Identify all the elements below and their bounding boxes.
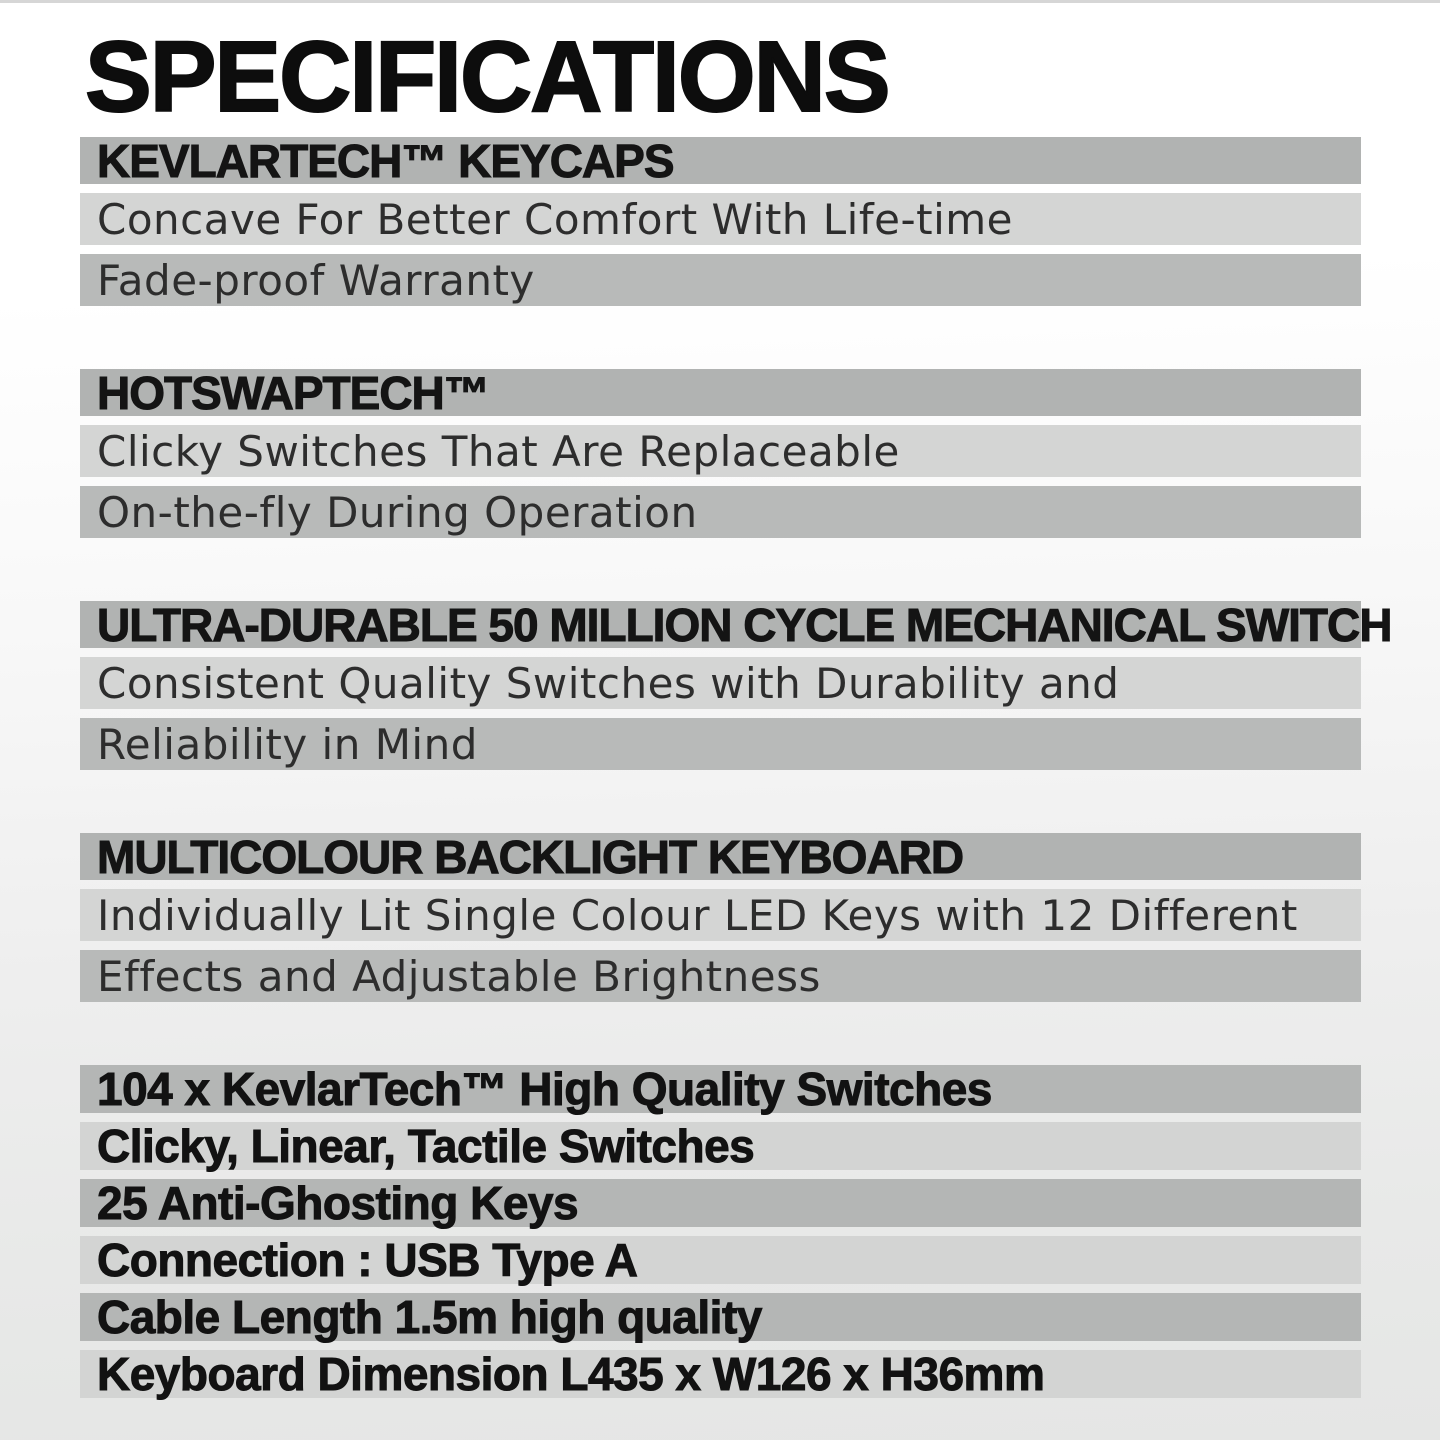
section-line-bar: [80, 718, 1361, 770]
spec-list: [0, 1065, 1440, 1398]
section-line: On-the-fly During Operation: [97, 487, 698, 537]
section-kevlartech-keycaps: [0, 134, 1440, 306]
section-line: Effects and Adjustable Brightness: [97, 951, 821, 1001]
section-line-bar: [80, 889, 1361, 941]
spec-text: 104 x KevlarTech™ High Quality Switches: [97, 1063, 992, 1115]
spec-row: [80, 1236, 1361, 1284]
section-line-bar: [80, 486, 1361, 538]
section-heading-bar: [80, 830, 1361, 883]
section-heading: HOTSWAPTECH™: [97, 366, 489, 419]
section-line: Consistent Quality Switches with Durability and: [97, 658, 1120, 708]
spec-text: Clicky, Linear, Tactile Switches: [97, 1120, 755, 1172]
spec-text: Cable Length 1.5m high quality: [97, 1291, 762, 1343]
section-heading-bar: [80, 598, 1392, 651]
spec-row: [80, 1350, 1361, 1398]
section-line: Reliability in Mind: [97, 719, 478, 769]
spec-row: [80, 1065, 1361, 1113]
section-line: Individually Lit Single Colour LED Keys with 12 Different: [97, 890, 1298, 940]
section-line-bar: [80, 254, 1361, 306]
section-hotswaptech: [0, 366, 1440, 538]
section-line-bar: [80, 425, 1361, 477]
spec-text: Keyboard Dimension L435 x W126 x H36mm: [97, 1348, 1045, 1400]
section-line-bar: [80, 950, 1361, 1002]
section-heading: KEVLARTECH™ KEYCAPS: [97, 134, 674, 187]
spec-row: [80, 1179, 1361, 1227]
section-line-bar: [80, 657, 1361, 709]
spec-text: Connection : USB Type A: [97, 1234, 638, 1286]
section-line: Concave For Better Comfort With Life-time: [97, 194, 1013, 244]
spec-row: [80, 1293, 1361, 1341]
page-title: SPECIFICATIONS: [85, 21, 889, 133]
section-line-bar: [80, 193, 1361, 245]
spec-text: 25 Anti-Ghosting Keys: [97, 1177, 579, 1229]
section-line: Clicky Switches That Are Replaceable: [97, 426, 900, 476]
section-mechanical-switch: [0, 598, 1440, 770]
top-edge-line: [0, 0, 1440, 3]
section-heading: MULTICOLOUR BACKLIGHT KEYBOARD: [97, 830, 964, 883]
section-line: Fade-proof Warranty: [97, 255, 535, 305]
section-heading: ULTRA-DURABLE 50 MILLION CYCLE MECHANICAL SWITCH: [97, 598, 1392, 651]
section-backlight-keyboard: [0, 830, 1440, 1002]
section-heading-bar: [80, 134, 1361, 187]
spec-row: [80, 1122, 1361, 1170]
section-heading-bar: [80, 366, 1361, 419]
